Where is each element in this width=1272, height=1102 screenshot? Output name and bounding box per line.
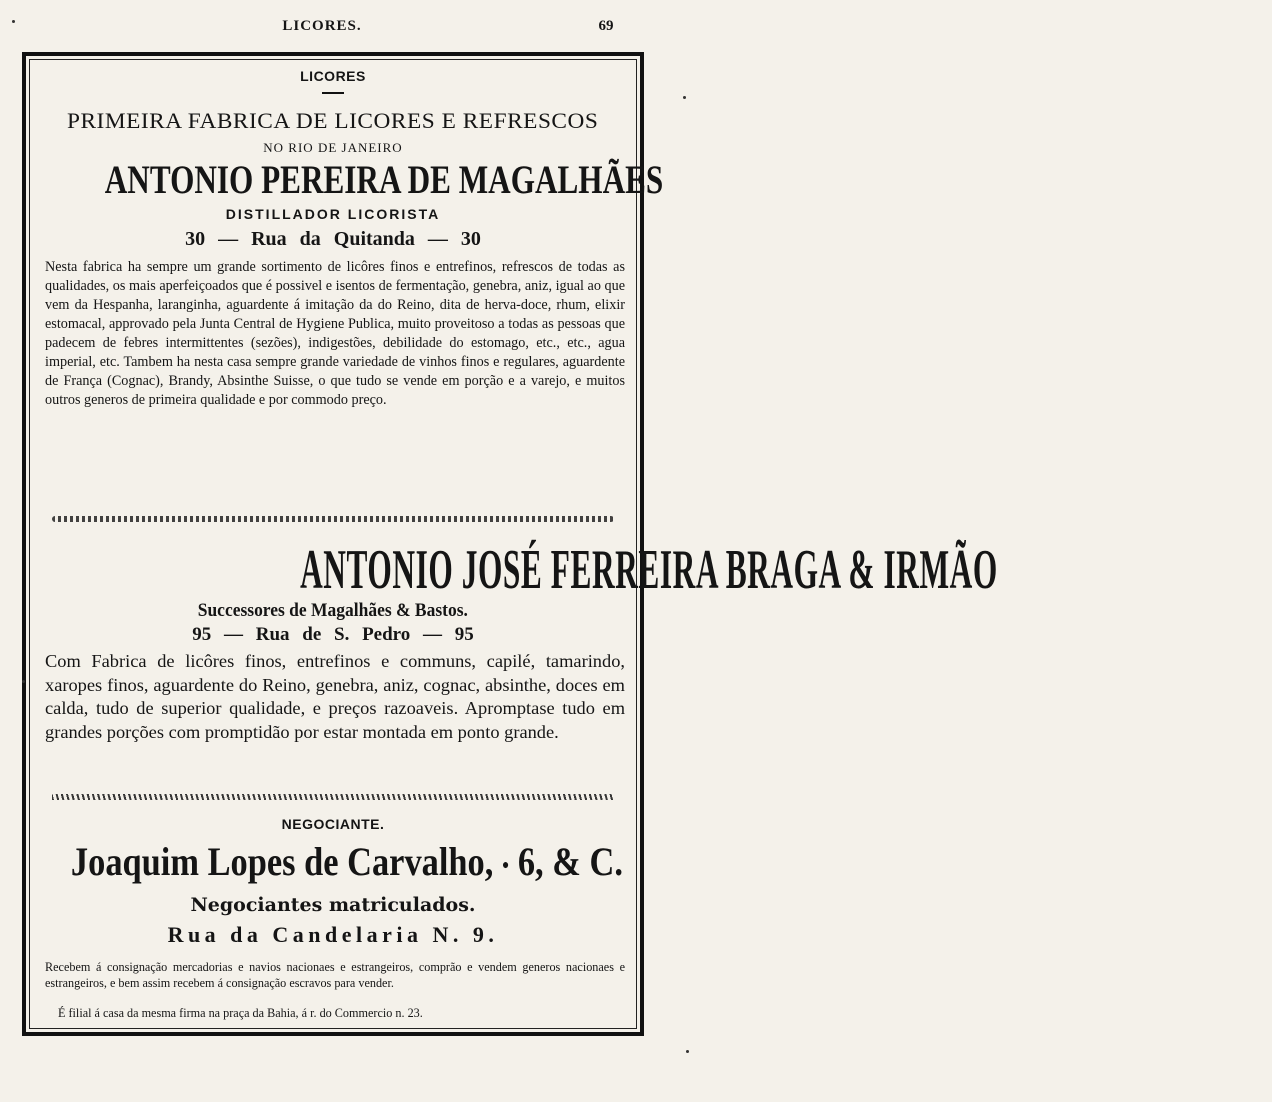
ad1-headline: PRIMEIRA FABRICA DE LICORES E REFRESCOS	[67, 108, 599, 133]
ad1-name-wrap	[26, 156, 664, 203]
ad3-body: Recebem á consignação mercadorias e navios nacionaes e estrangeiros, comprão e vendem generos nacionaes e estrangeiros, e bem assim recebem á consignação escravos para vender.	[45, 960, 625, 990]
ad1-location: NO RIO DE JANEIRO	[263, 140, 403, 155]
ad1-trade: DISTILLADOR LICORISTA	[225, 206, 441, 222]
running-title: LICORES.	[282, 18, 362, 34]
ornament-icon: ●	[501, 857, 510, 873]
ad1-name: ANTONIO PEREIRA DE MAGALHÃES	[104, 157, 664, 202]
divider-wavy-1	[52, 516, 614, 522]
advertisement-frame	[22, 52, 998, 1036]
page-number: 69	[598, 18, 614, 34]
print-speck	[22, 680, 25, 683]
ad1-body: Nesta fabrica ha sempre um grande sortimento de licôres finos e entrefinos, refrescos de todas as qualidades, os mais aperfeiçoados que é possivel e isentos de fermentação, genebra, aniz, igual ao que vem da Hespanha, laranginha, aguardente á imitação da do Reino, dita de herva-doce, rhum, elixir estomacal, approvado pela Junta Central de Hygiene Publica, muito proveitoso a todas as pessoas que padecem de febres intermittentes (sezões), indigestões, debilidade do estomago, etc., etc., agua imperial, etc. Tambem ha nesta casa sempre grande variedade de vinhos finos e regulares, aguardente de França (Cognac), Brandy, Absinthe Suisse, o que tudo se vende em porção e a varejo, e muitos outros generos de primeira qualidade e por commodo preço.	[45, 259, 625, 408]
ad1-rule	[26, 92, 640, 94]
ad3-name: Joaquim Lopes de Carvalho,	[70, 839, 494, 884]
ad1-headline-wrap	[26, 108, 640, 134]
ad1-section-heading: LICORES	[300, 68, 366, 84]
ad2-name-wrap	[26, 538, 998, 602]
ad1-address: 30 — Rua da Quitanda — 30	[185, 228, 481, 250]
ad2-subtitle: Successores de Magalhães & Bastos.	[197, 600, 469, 621]
ad3-name-wrap	[26, 838, 640, 885]
divider-wavy-2	[52, 794, 614, 800]
ad3-address: Rua da Candelaria N. 9.	[167, 922, 499, 947]
ad3-subtitle: Negociantes matriculados.	[190, 894, 476, 916]
running-head	[0, 18, 704, 44]
ad3-note: É filial á casa da mesma firma na praça da Bahia, á r. do Commercio n. 23.	[58, 1006, 423, 1020]
print-speck	[12, 20, 15, 23]
ad2-body: Com Fabrica de licôres finos, entrefinos e communs, capilé, tamarindo, xaropes finos, aguardente do Reino, genebra, aniz, cognac, absinthe, doces em calda, tudo de superior qualidade, e preços razoaveis. Apromptase tudo em grandes porções com promptidão por estar montada em ponto grande.	[45, 651, 625, 742]
print-speck	[683, 96, 686, 99]
ad3-name-suffix: 6, & C.	[517, 839, 623, 884]
ad2-name: ANTONIO JOSÉ FERREIRA BRAGA & IRMÃO	[300, 539, 998, 601]
ad2-subtitle-wrap	[26, 600, 640, 622]
print-speck	[686, 1050, 689, 1053]
ad3-section-heading: NEGOCIANTE.	[281, 816, 385, 832]
ad2-address: 95 — Rua de S. Pedro — 95	[192, 624, 474, 645]
